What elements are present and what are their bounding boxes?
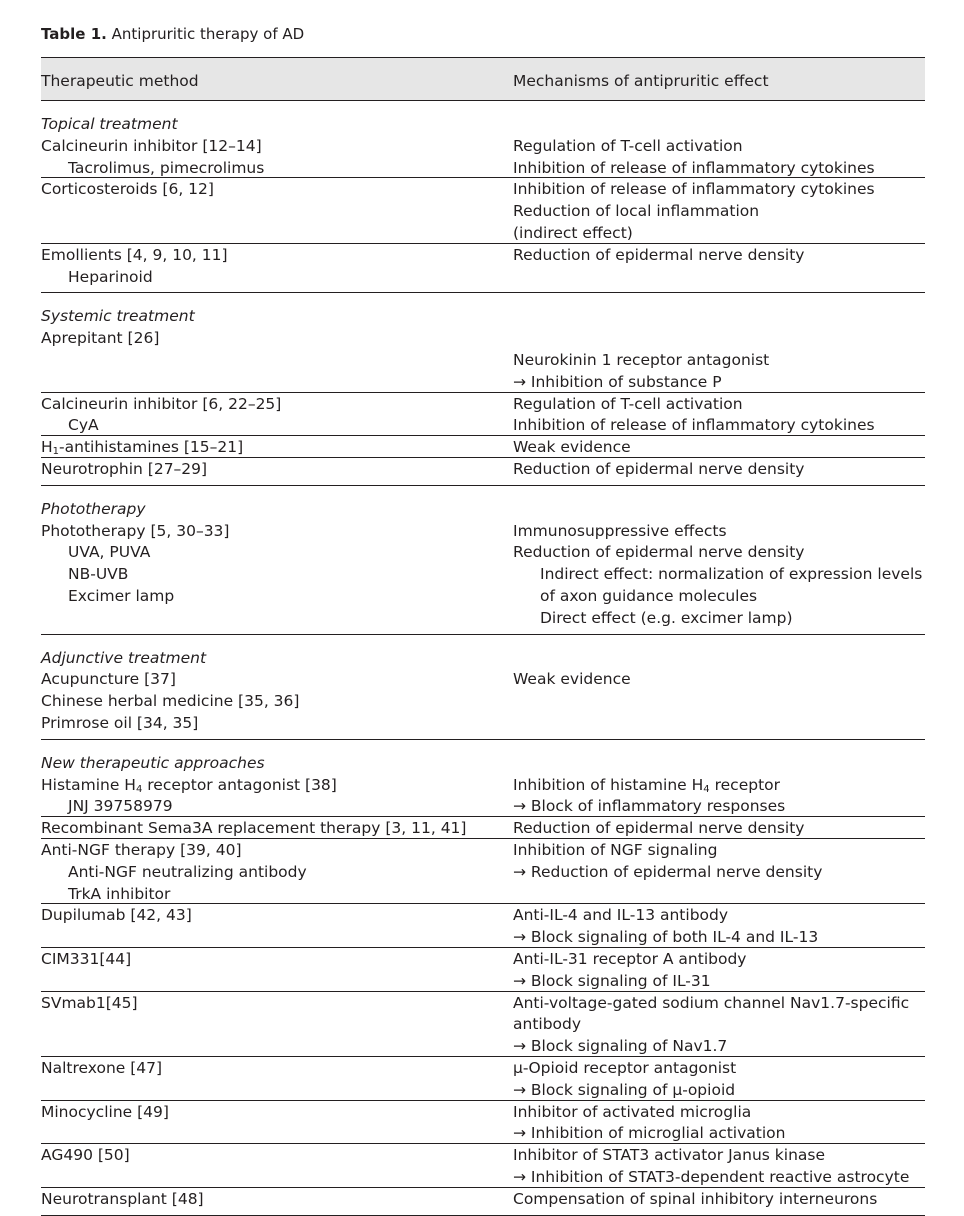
table-body [41,0,925,1208]
method-cell: Calcineurin inhibitor [6, 22–25] [41,394,282,413]
method-cell: Primrose oil [34, 35] [41,714,199,732]
mechanism-cell: Reduction of epidermal nerve density [513,245,805,264]
mechanism-cell: Regulation of T-cell activation [513,394,743,413]
section-divider [41,634,925,635]
method-cell: Neurotrophin [27–29] [41,460,208,478]
mechanism-cell: of axon guidance molecules [540,587,758,605]
method-cell: Phototherapy [5, 30–33] [41,521,230,540]
section-title: Adjunctive treatment [41,648,207,667]
section-divider [41,292,925,293]
mechanism-cell: (indirect effect) [513,224,633,242]
method-cell: Anti-NGF neutralizing antibody [68,862,307,881]
method-cell: Histamine $H_4$ receptor antagonist [38] [41,775,337,795]
mechanism-cell: Neurokinin 1 receptor antagonist [513,351,770,369]
method-cell: Dupilumab [42, 43] [41,906,192,925]
mechanism-cell: Inhibitor of STAT3 activator Janus kinase [513,1146,826,1165]
mechanism-cell: → Block signaling of IL-31 [513,971,711,990]
section-title: Systemic treatment [41,307,195,326]
mechanism-cell: Indirect effect: normalization of expression levels [540,565,923,584]
method-cell: Chinese herbal medicine [35, 36] [41,692,300,711]
table-label: Table 1. [41,25,107,43]
mechanism-cell: Regulation of T-cell activation [513,136,743,155]
method-cell: CyA [68,416,99,435]
mechanism-cell: Anti-voltage-gated sodium channel Nav1.7-specific [513,993,910,1012]
method-cell: TrkA inhibitor [68,884,171,903]
method-cell: Anti-NGF therapy [39, 40] [41,841,242,859]
mechanism-cell: Reduction of epidermal nerve density [513,819,805,838]
table-title: Antipruritic therapy of AD [111,25,305,43]
mechanism-cell: → Inhibition of microglial activation [513,1124,786,1143]
mechanism-cell: Anti-IL-31 receptor A antibody [513,950,747,968]
method-cell: Naltrexone [47] [41,1059,163,1077]
section-divider [41,739,925,740]
method-cell: Excimer lamp [68,587,175,605]
mechanism-cell: Weak evidence [513,670,631,689]
mechanism-cell: → Inhibition of STAT3-dependent reactive astrocyte [513,1168,910,1186]
section-title: Topical treatment [41,115,178,133]
mechanism-cell: → Reduction of epidermal nerve density [513,862,823,881]
mechanism-cell: → Block of inflammatory responses [513,797,786,816]
mechanism-cell: Inhibition of release of inflammatory cytokines [513,416,875,435]
method-cell: Heparinoid [68,267,153,286]
method-cell: JNJ 39758979 [68,797,173,816]
method-cell: Aprepitant [26] [41,329,160,348]
section-divider [41,485,925,486]
mechanism-cell: Inhibition of NGF signaling [513,841,718,859]
mechanism-cell: Anti-IL-4 and IL-13 antibody [513,906,729,925]
mechanism-cell: μ-Opioid receptor antagonist [513,1059,737,1077]
method-cell: UVA, PUVA [68,543,151,562]
method-cell: CIM331[44] [41,950,132,968]
mechanism-cell: Reduction of epidermal nerve density [513,543,805,562]
mechanism-cell: Reduction of epidermal nerve density [513,460,805,478]
mechanism-cell: → Inhibition of substance P [513,372,722,391]
section-title: New therapeutic approaches [41,753,265,772]
mechanism-cell: → Block signaling of both IL-4 and IL-13 [513,928,819,947]
mechanism-cell: Inhibition of release of inflammatory cytokines [513,180,875,199]
method-cell: Recombinant Sema3A replacement therapy [3, 11, 41] [41,819,467,838]
mechanism-cell: Weak evidence [513,438,631,457]
section-title: Phototherapy [41,499,146,518]
method-cell: $H_1$-antihistamines [15–21] [41,438,244,458]
row-divider [41,1100,925,1101]
method-cell: Emollients [4, 9, 10, 11] [41,245,228,264]
method-cell: Neurotransplant [48] [41,1189,204,1208]
method-cell: Calcineurin inhibitor [12–14] [41,136,262,155]
mechanism-cell: Inhibition of release of inflammatory cytokines [513,158,875,177]
mechanism-cell: → Block signaling of μ-opioid [513,1080,736,1099]
row-divider [41,947,925,948]
method-cell: Acupuncture [37] [41,670,176,689]
header-therapeutic-method: Therapeutic method [41,72,199,90]
mechanism-cell: Inhibition of histamine $H_4$ receptor [513,775,780,795]
method-cell: Tacrolimus, pimecrolimus [68,158,265,177]
mechanism-cell: Direct effect (e.g. excimer lamp) [540,608,793,627]
method-cell: Minocycline [49] [41,1102,169,1121]
mechanism-cell: Immunosuppressive effects [513,521,727,540]
method-cell: Corticosteroids [6, 12] [41,180,214,199]
mechanism-cell: antibody [513,1015,582,1034]
method-cell: SVmab1[45] [41,993,138,1012]
mechanism-cell: Compensation of spinal inhibitory interneurons [513,1189,878,1208]
mechanism-cell: Inhibitor of activated microglia [513,1102,752,1121]
row-divider [41,1056,925,1057]
mechanism-cell: → Block signaling of Nav1.7 [513,1037,728,1056]
mechanism-cell: Reduction of local inflammation [513,202,760,221]
header-mechanisms: Mechanisms of antipruritic effect [513,72,769,90]
method-cell: NB-UVB [68,565,129,584]
method-cell: AG490 [50] [41,1146,130,1165]
